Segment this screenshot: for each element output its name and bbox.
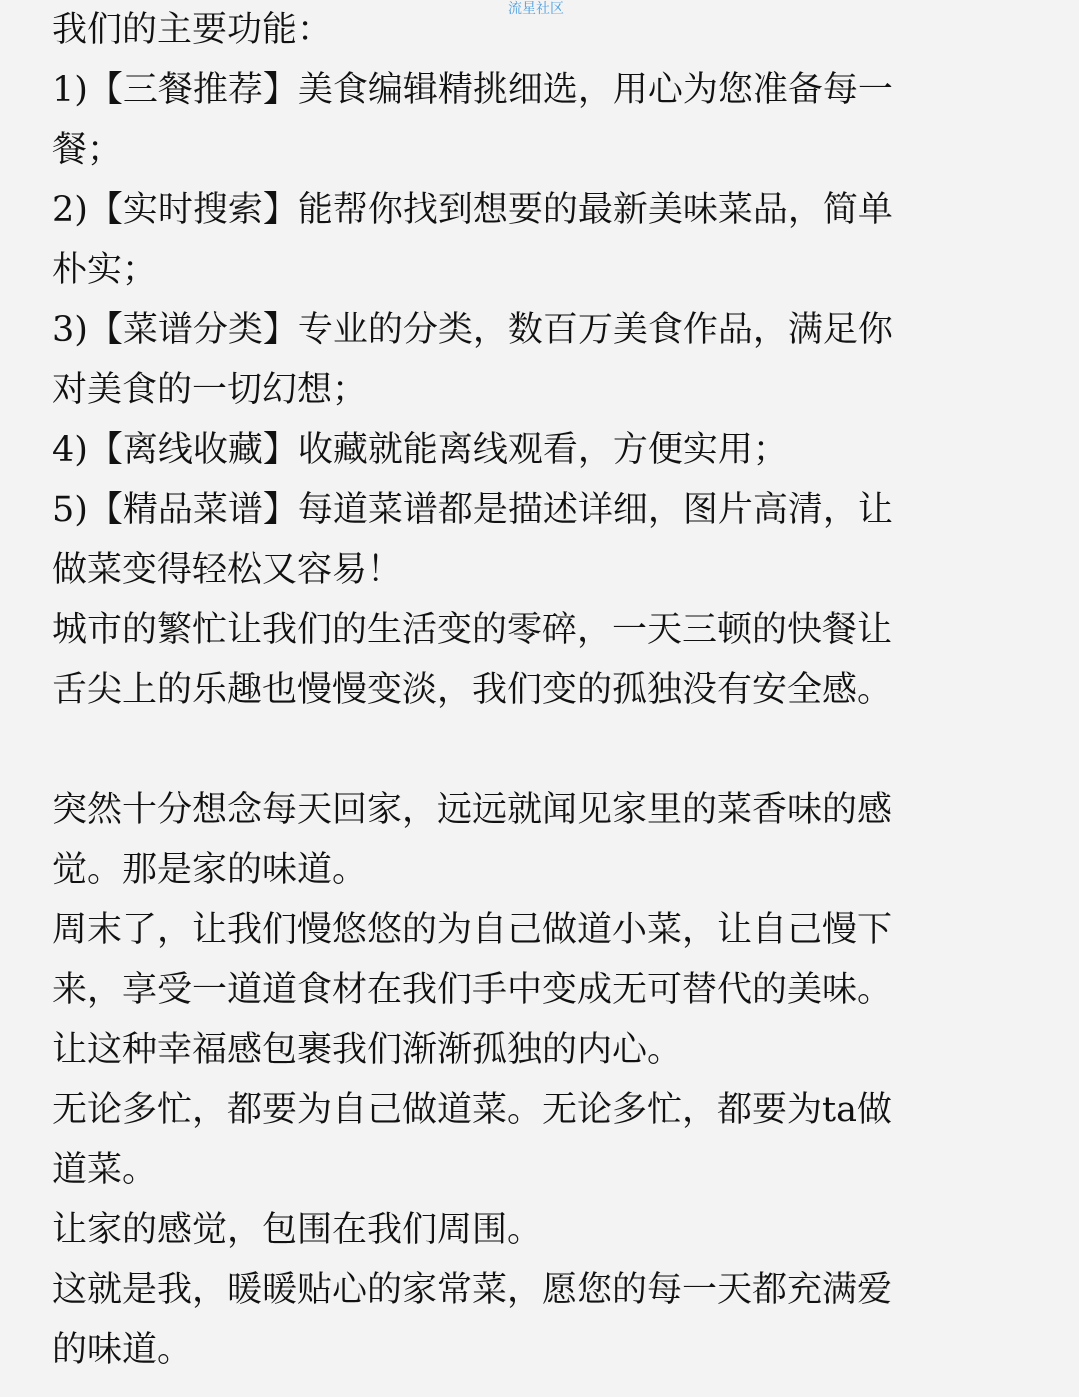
text-line: 对美食的一切幻想； <box>52 370 368 410</box>
blank-line <box>52 720 1042 780</box>
text-line: 来，享受一道道食材在我们手中变成无可替代的美味。 <box>52 970 893 1010</box>
text-line: 无论多忙，都要为自己做道菜。无论多忙，都要为ta做 <box>52 1090 892 1130</box>
text-line: 1)【三餐推荐】美食编辑精挑细选，用心为您准备每一 <box>52 70 893 110</box>
text-line: 这就是我，暖暖贴心的家常菜，愿您的每一天都充满爱 <box>52 1270 893 1310</box>
text-line: 3)【菜谱分类】专业的分类，数百万美食作品，满足你 <box>52 310 893 350</box>
text-line: 朴实； <box>52 250 158 290</box>
text-line: 觉。那是家的味道。 <box>52 850 368 890</box>
text-line: 城市的繁忙让我们的生活变的零碎，一天三顿的快餐让 <box>52 610 893 650</box>
text-line: 我们的主要功能： <box>52 10 333 50</box>
text-line: 舌尖上的乐趣也慢慢变淡，我们变的孤独没有安全感。 <box>52 670 893 710</box>
text-line: 5)【精品菜谱】每道菜谱都是描述详细，图片高清，让 <box>52 490 893 530</box>
text-line: 的味道。 <box>52 1330 193 1370</box>
text-line: 4)【离线收藏】收藏就能离线观看，方便实用； <box>52 430 788 470</box>
text-line: 餐； <box>52 130 123 170</box>
text-line: 做菜变得轻松又容易！ <box>52 550 403 590</box>
description-text <box>52 0 1042 1380</box>
text-line: 周末了，让我们慢悠悠的为自己做道小菜，让自己慢下 <box>52 910 893 950</box>
text-line: 让家的感觉，包围在我们周围。 <box>52 1210 543 1250</box>
text-line: 让这种幸福感包裹我们渐渐孤独的内心。 <box>52 1030 683 1070</box>
watermark-text: 流星社区 <box>508 1 564 17</box>
text-line: 2)【实时搜索】能帮你找到想要的最新美味菜品，简单 <box>52 190 893 230</box>
text-line: 突然十分想念每天回家，远远就闻见家里的菜香味的感 <box>52 790 893 830</box>
text-line: 道菜。 <box>52 1150 158 1190</box>
